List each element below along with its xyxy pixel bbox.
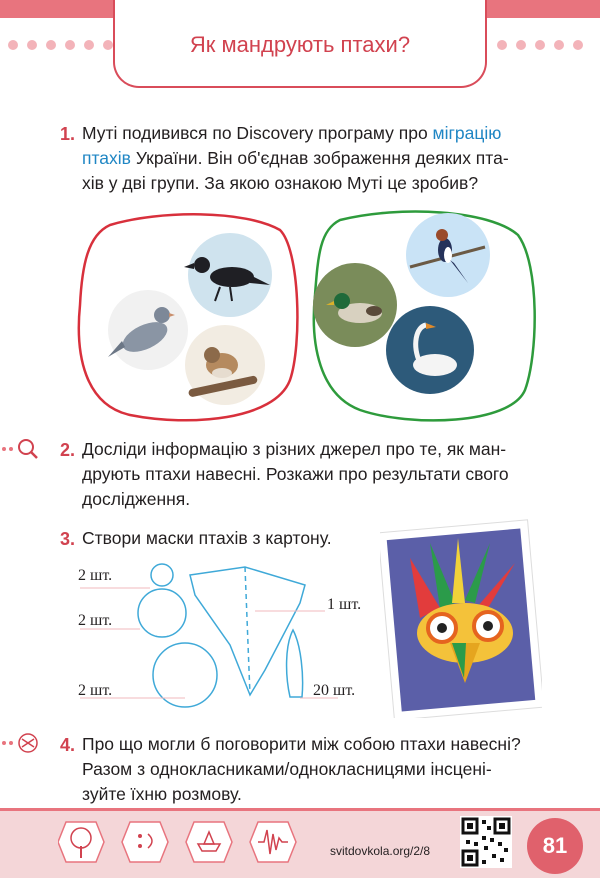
pigeon-photo	[108, 290, 188, 370]
tree-icon	[58, 822, 104, 862]
task-2-number: 2.	[60, 440, 76, 460]
label-large-circle: 2 шт.	[78, 682, 113, 699]
task-2-line-2: друють птахи навесні. Розкажи про результати свого	[82, 464, 509, 484]
qr-code-icon[interactable]	[460, 816, 512, 868]
task-1-line-1: Муті подивився по Discovery програму про	[82, 123, 433, 143]
page-title: Як мандрують птахи?	[189, 32, 411, 57]
task-2-text	[82, 437, 562, 512]
label-small-circle: 2 шт.	[78, 567, 113, 584]
label-feathers: 20 шт.	[313, 682, 356, 699]
bird-mask-photo	[380, 518, 542, 718]
sparrow-photo	[185, 325, 265, 405]
dots-right	[497, 40, 583, 50]
link-birds[interactable]: птахів	[82, 148, 131, 168]
task-2-line-3: дослідження.	[82, 489, 191, 509]
task-2-line-1: Досліди інформацію з різних джерел про те, як ман-	[82, 439, 507, 459]
soundwave-icon	[250, 822, 296, 862]
bird-groups-illustration	[70, 205, 540, 430]
page-number: 81	[527, 818, 583, 874]
task-1-line-2: України. Він об'єднав зображення деяких пта-	[130, 148, 509, 168]
research-icon	[0, 436, 42, 462]
task-4-number: 4.	[60, 735, 76, 755]
task-4-text	[82, 732, 562, 807]
task-4-line-3: зуйте їхню розмову.	[82, 784, 242, 804]
boat-icon	[186, 822, 232, 862]
duck-photo	[313, 263, 397, 347]
label-beak: 1 шт.	[327, 596, 362, 613]
subject-icons	[58, 818, 318, 866]
task-1-line-3: хів у дві групи. За якою ознакою Муті це зробив?	[82, 173, 479, 193]
swallow-photo	[406, 213, 490, 297]
task-4-line-1: Про що могли б поговорити між собою птахи навесні?	[82, 734, 521, 754]
label-medium-circle: 2 шт.	[78, 612, 113, 629]
emotion-icon	[122, 822, 168, 862]
dramatize-icon	[0, 730, 42, 756]
task-4-line-2: Разом з однокласниками/однокласницями інсцені-	[82, 759, 492, 779]
footer-url[interactable]: svitdovkola.org/2/8	[330, 844, 431, 858]
task-3-number: 3.	[60, 529, 76, 549]
swan-photo	[386, 306, 474, 394]
task-1-text	[82, 121, 562, 196]
crow-photo	[184, 233, 272, 317]
link-migration[interactable]: міграцію	[432, 123, 502, 143]
task-1-number: 1.	[60, 124, 76, 144]
footer-line	[0, 808, 600, 811]
task-3-text: Створи маски птахів з картону.	[82, 528, 332, 548]
